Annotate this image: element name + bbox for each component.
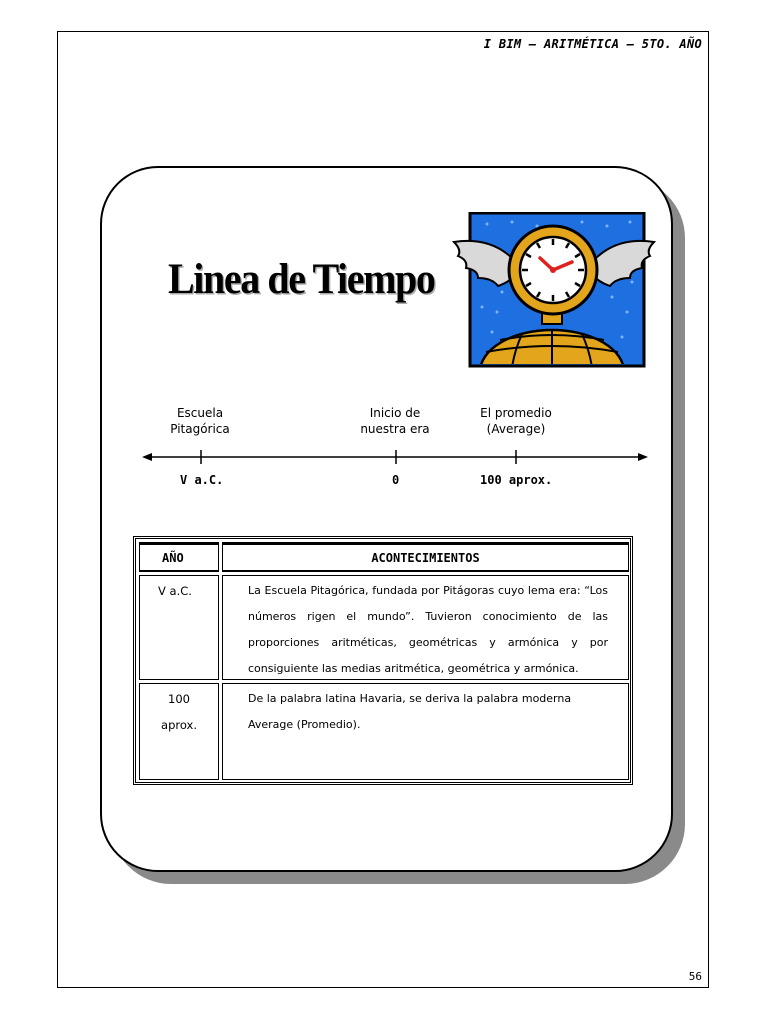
table-header-events: ACONTECIMIENTOS xyxy=(222,542,629,572)
timeline-value-pythagorean: V a.C. xyxy=(180,473,224,487)
timeline-label-era-start: Inicio de nuestra era xyxy=(360,406,430,436)
running-header: I BIM – ARITMÉTICA – 5TO. AÑO xyxy=(483,37,702,51)
right-arrow-icon xyxy=(638,453,648,461)
table-row-event: La Escuela Pitagórica, fundada por Pitágoras cuyo lema era: “Los números rigen el mundo”. Tuvieron conocimiento de las proporciones aritméticas, geométricas y armónica y por consiguiente las medias aritmética, geométrica y armónica. xyxy=(222,575,629,680)
left-arrow-icon xyxy=(142,453,152,461)
timeline-value-era-start: 0 xyxy=(392,473,400,487)
table-row-year: 100 aprox. xyxy=(139,683,219,780)
table-row-year: V a.C. xyxy=(139,575,219,680)
winged-clock-over-globe-icon xyxy=(452,212,656,368)
table-header-year: AÑO xyxy=(139,542,219,572)
timeline-label-average: El promedio (Average) xyxy=(480,406,552,436)
table-row-event: De la palabra latina Havaria, se deriva la palabra moderna Average (Promedio). xyxy=(222,683,629,780)
events-table xyxy=(133,536,633,785)
timeline-axis xyxy=(140,446,650,468)
timeline-value-average: 100 aprox. xyxy=(480,473,553,487)
timeline-label-pythagorean: Escuela Pitagórica xyxy=(170,406,230,436)
page-title: Linea de Tiempo xyxy=(168,256,435,303)
page-number: 56 xyxy=(688,970,702,983)
